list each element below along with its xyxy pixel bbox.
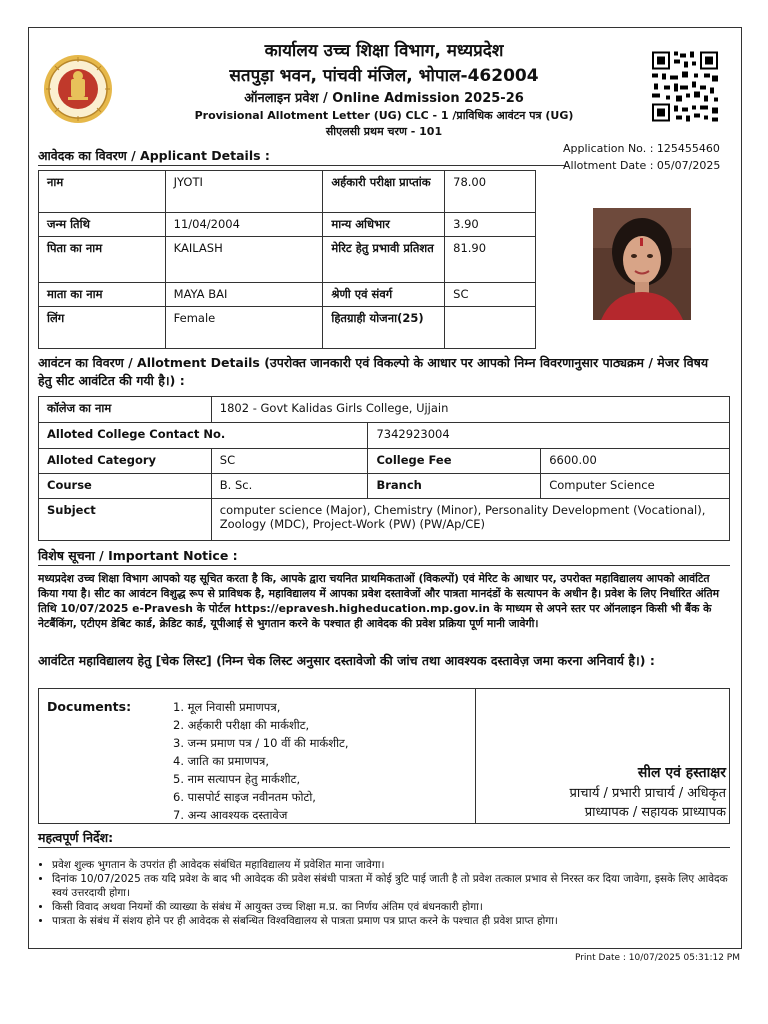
category-value: SC: [445, 283, 536, 307]
documents-label: Documents:: [47, 699, 132, 714]
branch-label: Branch: [368, 474, 541, 499]
alloted-category-label: Alloted Category: [39, 449, 212, 474]
allotment-date: Allotment Date : 05/07/2025: [563, 159, 721, 172]
mother-name-value: MAYA BAI: [165, 283, 323, 307]
document-item: 3. जन्म प्रमाण पत्र / 10 वीं की मार्कशीट,: [173, 736, 349, 750]
document-item: 7. अन्य आवश्यक दस्तावेज: [173, 808, 288, 822]
course-label: Course: [39, 474, 212, 499]
name-value: JYOTI: [165, 171, 323, 213]
instruction-item: • दिनांक 10/07/2025 तक यदि प्रवेश के बाद भी आवेदक की प्रवेश संबंधी पात्रता में कोई त्रुटि पाई जाती है तो प्रवेश तत्काल प्रभाव से निरस्त कर दिया जावेगा, इसके लिए आवेदक स्वयं उत्तरदायी होगा।: [52, 872, 744, 900]
notice-title: विशेष सूचना / Important Notice :: [38, 548, 238, 563]
qualifying-marks-label: अर्हकारी परीक्षा प्राप्तांक: [323, 171, 445, 213]
college-name-label: कॉलेज का नाम: [39, 397, 212, 423]
seal-designation-1: प्राचार्य / प्रभारी प्राचार्य / अधिकृत: [569, 786, 726, 801]
applicant-row: [39, 307, 536, 349]
mother-name-label: माता का नाम: [39, 283, 166, 307]
applicant-row: [39, 283, 536, 307]
checklist-divider: [475, 689, 476, 823]
allotment-section-title: आवंटन का विवरण / Allotment Details (उपरोक्त जानकारी एवं विकल्पो के आधार पर आपको निम्न विवरणानुसार पाठ्यक्रम / मेजर विषय हेतु सीट आवंटित की गयी है।) :: [38, 355, 709, 388]
father-name-value: KAILASH: [165, 237, 323, 283]
clc-round: सीएलसी प्रथम चरण - 101: [325, 125, 443, 138]
gender-label: लिंग: [39, 307, 166, 349]
seal-designation-2: प्राध्यापक / सहायक प्राध्यापक: [584, 805, 726, 820]
instruction-item: • प्रवेश शुल्क भुगतान के उपरांत ही आवेदक संबंधित महाविद्यालय में प्रवेशित माना जावेगा।: [52, 858, 744, 872]
checklist-title: आवंटित महाविद्यालय हेतु [चेक लिस्ट] (निम्न चेक लिस्ट अनुसार दस्तावेजो की जांच तथा आवश्यक दस्तावेज़ जमा करना अनिवार्य है।) :: [38, 653, 655, 668]
branch-value: Computer Science: [541, 474, 730, 499]
document-item: 1. मूल निवासी प्रमाणपत्र,: [173, 700, 281, 714]
section-divider: [38, 165, 566, 166]
print-date: Print Date : 10/07/2025 05:31:12 PM: [574, 953, 740, 963]
college-name-value: 1802 - Govt Kalidas Girls College, Ujjain: [211, 397, 729, 423]
instructions-title: महत्वपूर्ण निर्देश:: [38, 830, 114, 845]
weightage-value: 3.90: [445, 213, 536, 237]
notice-text: मध्यप्रदेश उच्च शिक्षा विभाग आपको यह सूचित करता है कि, आपके द्वारा चयनित प्राथमिकताओं (विकल्पों) एवं मेरिट के आधार पर, उपरोक्त महाविद्यालय आपको आवंटित किया गया है। सीट का आवंटन विशुद्ध रूप से प्राविधक है, महाविद्यालय में आपका प्रवेश दस्तावेजों और पात्रता मानदंडों के सत्यापन के अधीन है। प्रवेश के लिए निर्धारित अंतिम तिथि 10/07/2025 e-Pravesh के पोर्टल https://epravesh.higheducation.mp.gov.in के माध्यम से अपने स्तर पर ऑनलाइन किसी भी बैंक के नेटबैंकिंग, एटीएम डेबिट कार्ड, क्रेडिट कार्ड, यूपीआई से भुगतान करने के पश्चात ही आवेदक की प्रवेश प्रक्रिया पूर्ण मानी जावेगी।: [38, 572, 720, 630]
merit-percent-value: 81.90: [445, 237, 536, 283]
instruction-item: • पात्रता के संबंध में संशय होने पर ही आवेदक से संबन्धित विश्वविद्यालय से पात्रता प्रमाण पत्र प्राप्त करने के पश्चात ही प्रवेश प्राप्त होगा।: [52, 914, 744, 928]
college-contact-label: Alloted College Contact No.: [39, 423, 368, 449]
checklist-box: [38, 688, 730, 824]
college-fee-label: College Fee: [368, 449, 541, 474]
category-label: श्रेणी एवं संवर्ग: [323, 283, 445, 307]
allotment-table: [38, 396, 730, 541]
document-item: 6. पासपोर्ट साइज नवीनतम फोटो,: [173, 790, 316, 804]
college-contact-value: 7342923004: [368, 423, 730, 449]
applicant-row: [39, 237, 536, 283]
father-name-label: पिता का नाम: [39, 237, 166, 283]
instruction-item: • किसी विवाद अथवा नियमों की व्याख्या के संबंध में आयुक्त उच्च शिक्षा म.प्र. का निर्णय अंतिम एवं बंधनकारी होगा।: [52, 900, 744, 914]
beneficiary-scheme-label: हितग्राही योजना(25): [323, 307, 445, 349]
dob-value: 11/04/2004: [165, 213, 323, 237]
alloted-category-value: SC: [211, 449, 368, 474]
office-address: सतपुड़ा भवन, पांचवी मंजिल, भोपाल-462004: [229, 66, 539, 86]
document-item: 5. नाम सत्यापन हेतु मार्कशीट,: [173, 772, 301, 786]
merit-percent-label: मेरिट हेतु प्रभावी प्रतिशत: [323, 237, 445, 283]
admission-title: ऑनलाइन प्रवेश / Online Admission 2025-26: [244, 91, 524, 106]
name-label: नाम: [39, 171, 166, 213]
office-name: कार्यालय उच्च शिक्षा विभाग, मध्यप्रदेश: [264, 41, 504, 61]
seal-title: सील एवं हस्ताक्षर: [637, 765, 726, 781]
college-fee-value: 6600.00: [541, 449, 730, 474]
applicant-row: [39, 213, 536, 237]
subject-value: computer science (Major), Chemistry (Minor), Personality Development (Vocational), Zoology (MDC), Project-Work (PW) (PW/Ap/CE): [211, 499, 729, 541]
dob-label: जन्म तिथि: [39, 213, 166, 237]
section-divider: [38, 565, 730, 566]
applicant-photo: [593, 208, 691, 320]
documents-list: [173, 698, 349, 824]
beneficiary-scheme-value: [445, 307, 536, 349]
course-value: B. Sc.: [211, 474, 368, 499]
gender-value: Female: [165, 307, 323, 349]
applicant-table: [38, 170, 536, 349]
applicant-row: [39, 171, 536, 213]
subject-label: Subject: [39, 499, 212, 541]
weightage-label: मान्य अधिभार: [323, 213, 445, 237]
application-number: Application No. : 125455460: [563, 142, 720, 155]
instructions-list: [38, 858, 744, 928]
section-divider: [38, 847, 730, 848]
applicant-section-title: आवेदक का विवरण / Applicant Details :: [38, 148, 270, 163]
letter-title: Provisional Allotment Letter (UG) CLC - 1 /प्राविधिक आवंटन पत्र (UG): [194, 109, 574, 122]
document-item: 4. जाति का प्रमाणपत्र,: [173, 754, 270, 768]
document-item: 2. अर्हकारी परीक्षा की मार्कशीट,: [173, 718, 310, 732]
qualifying-marks-value: 78.00: [445, 171, 536, 213]
